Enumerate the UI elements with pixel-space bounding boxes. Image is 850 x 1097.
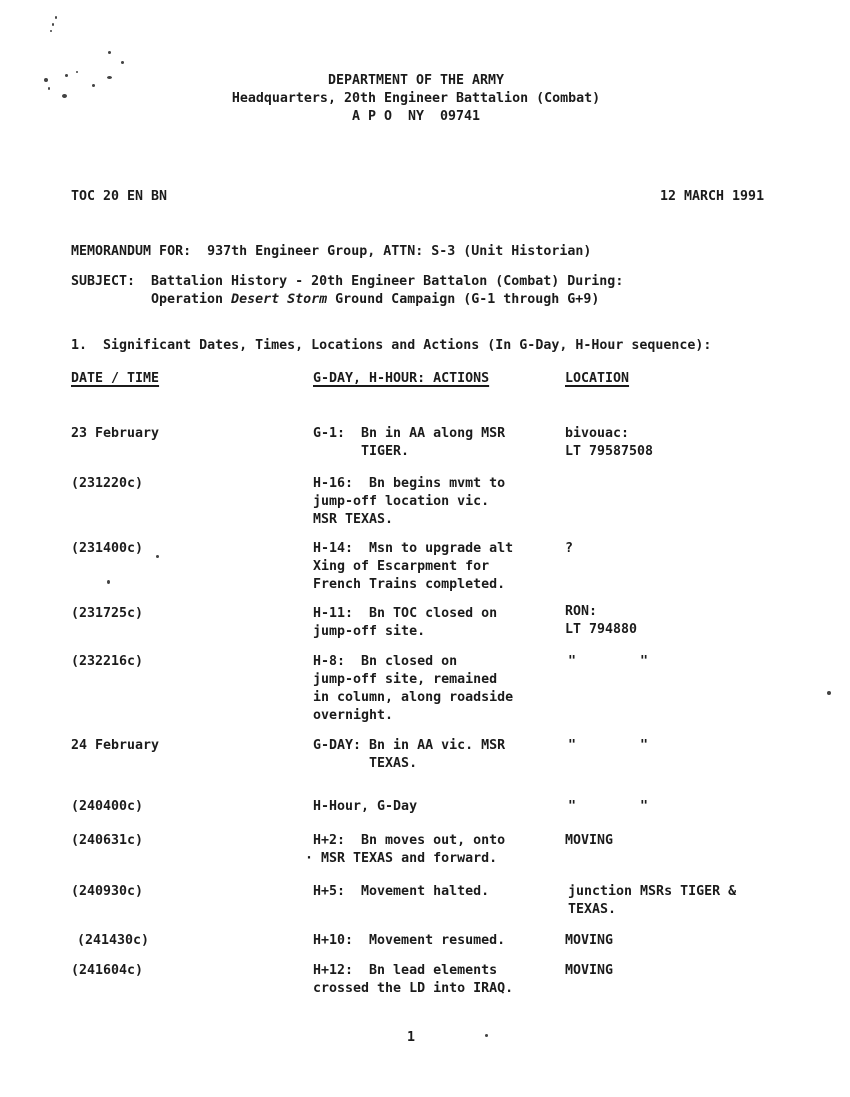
action-line: French Trains completed. <box>313 577 506 592</box>
table-row-actions <box>305 832 506 868</box>
subject-line2-post: Ground Campaign (G-1 through G+9) <box>327 292 600 307</box>
table-row-date: (232216c) <box>71 654 144 669</box>
action-line: overnight. <box>313 708 394 723</box>
scan-speck <box>108 51 111 54</box>
table-row-date: (241430c) <box>77 933 150 948</box>
scan-speck <box>485 1034 488 1037</box>
action-line: G-1: Bn in AA along MSR <box>313 426 506 441</box>
table-row-actions <box>313 883 489 901</box>
subject-line2-pre: Operation <box>151 292 232 307</box>
location-line: MOVING <box>565 963 614 978</box>
table-row-actions <box>313 962 513 998</box>
paragraph-1: 1. Significant Dates, Times, Locations and Actions (In G-Day, H-Hour sequence): <box>71 338 712 353</box>
table-row-location <box>565 832 613 850</box>
table-row-actions <box>313 798 417 816</box>
action-line: MSR TEXAS. <box>313 512 394 527</box>
location-line: RON: <box>565 604 598 619</box>
action-line: H+12: Bn lead elements <box>313 963 498 978</box>
location-line: MOVING <box>565 833 614 848</box>
location-line: MOVING <box>565 933 614 948</box>
action-line: jump-off location vic. <box>313 494 490 509</box>
table-row-actions <box>313 540 513 594</box>
table-row-actions <box>313 932 505 950</box>
table-row-actions <box>313 425 505 461</box>
action-line: jump-off site. <box>313 624 426 639</box>
ditto-marks: " " <box>568 654 649 669</box>
scan-speck <box>55 16 57 19</box>
action-line: H+10: Movement resumed. <box>313 933 506 948</box>
location-line: LT 79587508 <box>565 444 654 459</box>
action-line: Xing of Escarpment for <box>313 559 490 574</box>
scan-speck <box>156 555 159 558</box>
letterhead-line1: DEPARTMENT OF THE ARMY <box>327 73 505 88</box>
location-line: bivouac: <box>565 426 630 441</box>
location-line: junction MSRs TIGER & <box>568 884 737 899</box>
table-row-date: (231220c) <box>71 476 144 491</box>
table-row-location <box>568 737 648 755</box>
ditto-marks: " " <box>568 799 649 814</box>
table-row-date: (240631c) <box>71 833 144 848</box>
table-row-actions <box>313 653 513 725</box>
action-line: · MSR TEXAS and forward. <box>305 851 498 866</box>
action-line: in column, along roadside <box>313 690 514 705</box>
table-row-date: (241604c) <box>71 963 144 978</box>
table-row-location <box>568 653 648 671</box>
ditto-marks: " " <box>568 738 649 753</box>
table-row-date: (240400c) <box>71 799 144 814</box>
subject-label: SUBJECT: <box>71 274 136 289</box>
scan-speck <box>50 30 52 32</box>
operation-name-italic: Desert Storm <box>231 292 328 307</box>
subject-line2 <box>151 291 599 309</box>
location-line: ? <box>565 541 574 556</box>
table-row-actions <box>313 737 505 773</box>
table-row-location <box>565 540 573 558</box>
location-line: TEXAS. <box>568 902 617 917</box>
action-line: H-16: Bn begins mvmt to <box>313 476 506 491</box>
action-line: TIGER. <box>313 444 410 459</box>
action-line: H+2: Bn moves out, onto <box>313 833 506 848</box>
table-row-location <box>568 798 648 816</box>
action-line: H-11: Bn TOC closed on <box>313 606 498 621</box>
table-row-location <box>568 883 736 919</box>
scan-speck <box>827 691 831 695</box>
table-row-date: (231400c) <box>71 541 144 556</box>
table-row-location <box>565 932 613 950</box>
letterhead-line2: Headquarters, 20th Engineer Battalion (Combat) <box>231 91 601 106</box>
table-row-location <box>565 603 637 639</box>
action-line: G-DAY: Bn in AA vic. MSR <box>313 738 506 753</box>
column-header-location: LOCATION <box>565 371 630 386</box>
subject-line1: Battalion History - 20th Engineer Battalon (Combat) During: <box>151 274 624 289</box>
letterhead-line3: A P O NY 09741 <box>351 109 481 124</box>
table-row-date: (231725c) <box>71 606 144 621</box>
action-line: crossed the LD into IRAQ. <box>313 981 514 996</box>
action-line: TEXAS. <box>313 756 418 771</box>
scan-speck <box>107 580 110 584</box>
page-number: 1 <box>407 1030 416 1045</box>
action-line: H-8: Bn closed on <box>313 654 458 669</box>
action-line: H+5: Movement halted. <box>313 884 490 899</box>
table-row-date: 23 February <box>71 426 160 441</box>
location-line: LT 794880 <box>565 622 638 637</box>
scan-speck <box>52 23 54 26</box>
column-header-actions: G-DAY, H-HOUR: ACTIONS <box>313 371 490 386</box>
table-row-date: (240930c) <box>71 884 144 899</box>
table-row-actions <box>313 475 505 529</box>
action-line: H-Hour, G-Day <box>313 799 418 814</box>
action-line: jump-off site, remained <box>313 672 498 687</box>
scan-speck <box>121 61 124 64</box>
action-line: H-14: Msn to upgrade alt <box>313 541 514 556</box>
table-row-date: 24 February <box>71 738 160 753</box>
table-row-location <box>565 425 653 461</box>
column-header-date-time: DATE / TIME <box>71 371 160 386</box>
table-row-actions <box>313 605 497 641</box>
memo-date: 12 MARCH 1991 <box>660 189 765 204</box>
office-symbol: TOC 20 EN BN <box>71 189 168 204</box>
memorandum-for-line: MEMORANDUM FOR: 937th Engineer Group, ATTN: S-3 (Unit Historian) <box>71 244 592 259</box>
table-row-location <box>565 962 613 980</box>
